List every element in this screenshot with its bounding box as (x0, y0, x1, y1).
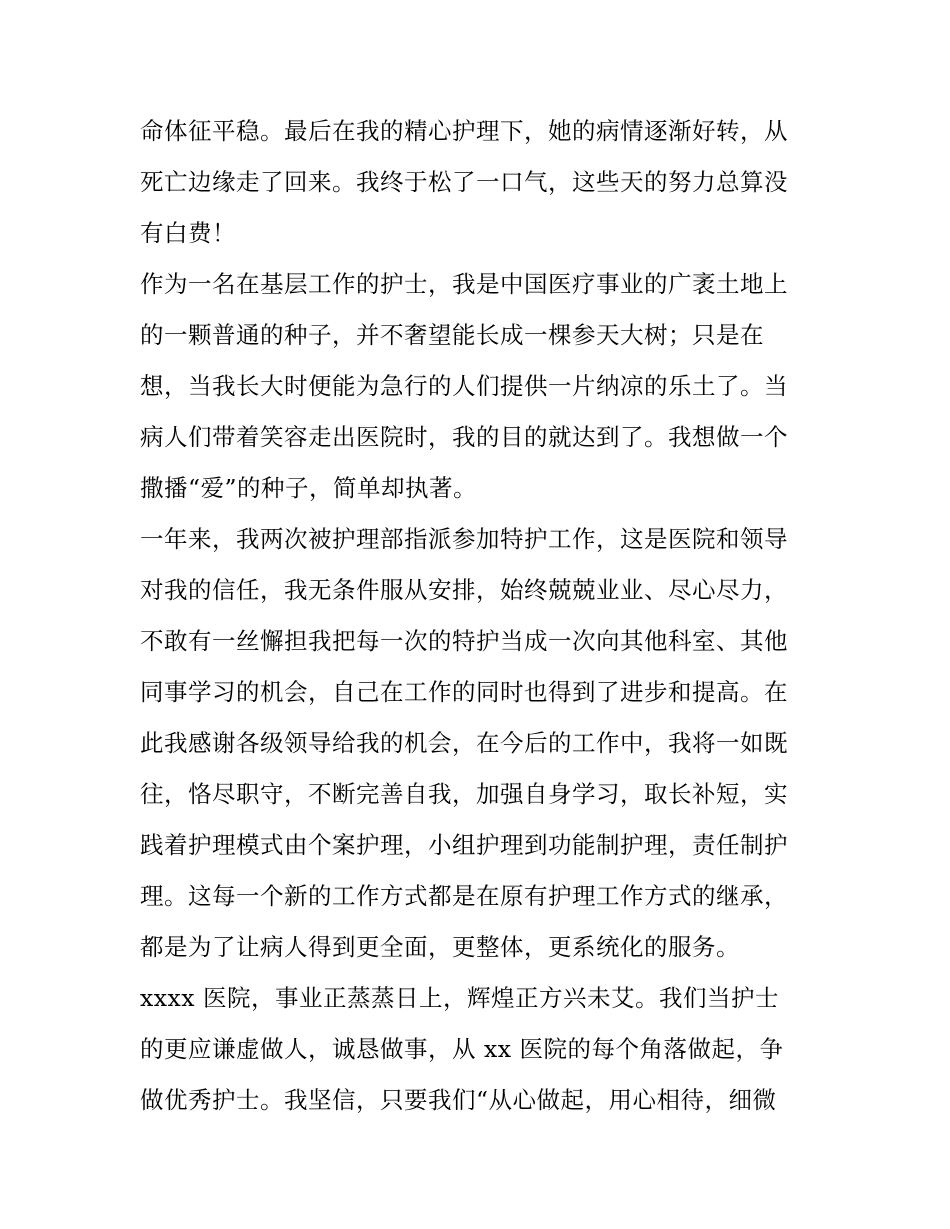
text-line: 践着护理模式由个案护理，小组护理到功能制护理，责任制护 (140, 831, 788, 859)
text-line: 死亡边缘走了回来。我终于松了一口气，这些天的努力总算没 (140, 168, 788, 196)
text-line: 命体征平稳。最后在我的精心护理下，她的病情逐渐好转，从 (140, 117, 788, 145)
text-line: 撒播“爱”的种子，简单却执著。 (140, 474, 478, 502)
text-line: 病人们带着笑容走出医院时，我的目的就达到了。我想做一个 (140, 423, 788, 451)
text-line: 理。这每一个新的工作方式都是在原有护理工作方式的继承， (140, 882, 788, 910)
text-line: 作为一名在基层工作的护士，我是中国医疗事业的广袤土地上 (140, 270, 788, 298)
text-line: 做优秀护士。我坚信，只要我们“从心做起，用心相待，细微 (140, 1086, 777, 1114)
text-line: 都是为了让病人得到更全面，更整体，更系统化的服务。 (140, 933, 740, 961)
text-line: xxxx 医院，事业正蒸蒸日上，辉煌正方兴未艾。我们当护士 (140, 984, 779, 1012)
text-line: 想，当我长大时便能为急行的人们提供一片纳凉的乐土了。当 (140, 372, 788, 400)
text-line: 对我的信任，我无条件服从安排，始终兢兢业业、尽心尽力， (140, 576, 788, 604)
text-line: 往，恪尽职守，不断完善自我，加强自身学习，取长补短，实 (140, 780, 788, 808)
text-line: 的更应谦虚做人，诚恳做事，从 xx 医院的每个角落做起，争 (140, 1035, 784, 1063)
text-line: 不敢有一丝懈担我把每一次的特护当成一次向其他科室、其他 (140, 627, 788, 655)
text-line: 此我感谢各级领导给我的机会，在今后的工作中，我将一如既 (140, 729, 788, 757)
text-line: 同事学习的机会，自己在工作的同时也得到了进步和提高。在 (140, 678, 788, 706)
text-line: 有白费！ (140, 219, 236, 247)
text-line: 一年来，我两次被护理部指派参加特护工作，这是医院和领导 (140, 525, 788, 553)
document-body (140, 106, 815, 1126)
text-line: 的一颗普通的种子，并不奢望能长成一棵参天大树；只是在 (140, 321, 764, 349)
